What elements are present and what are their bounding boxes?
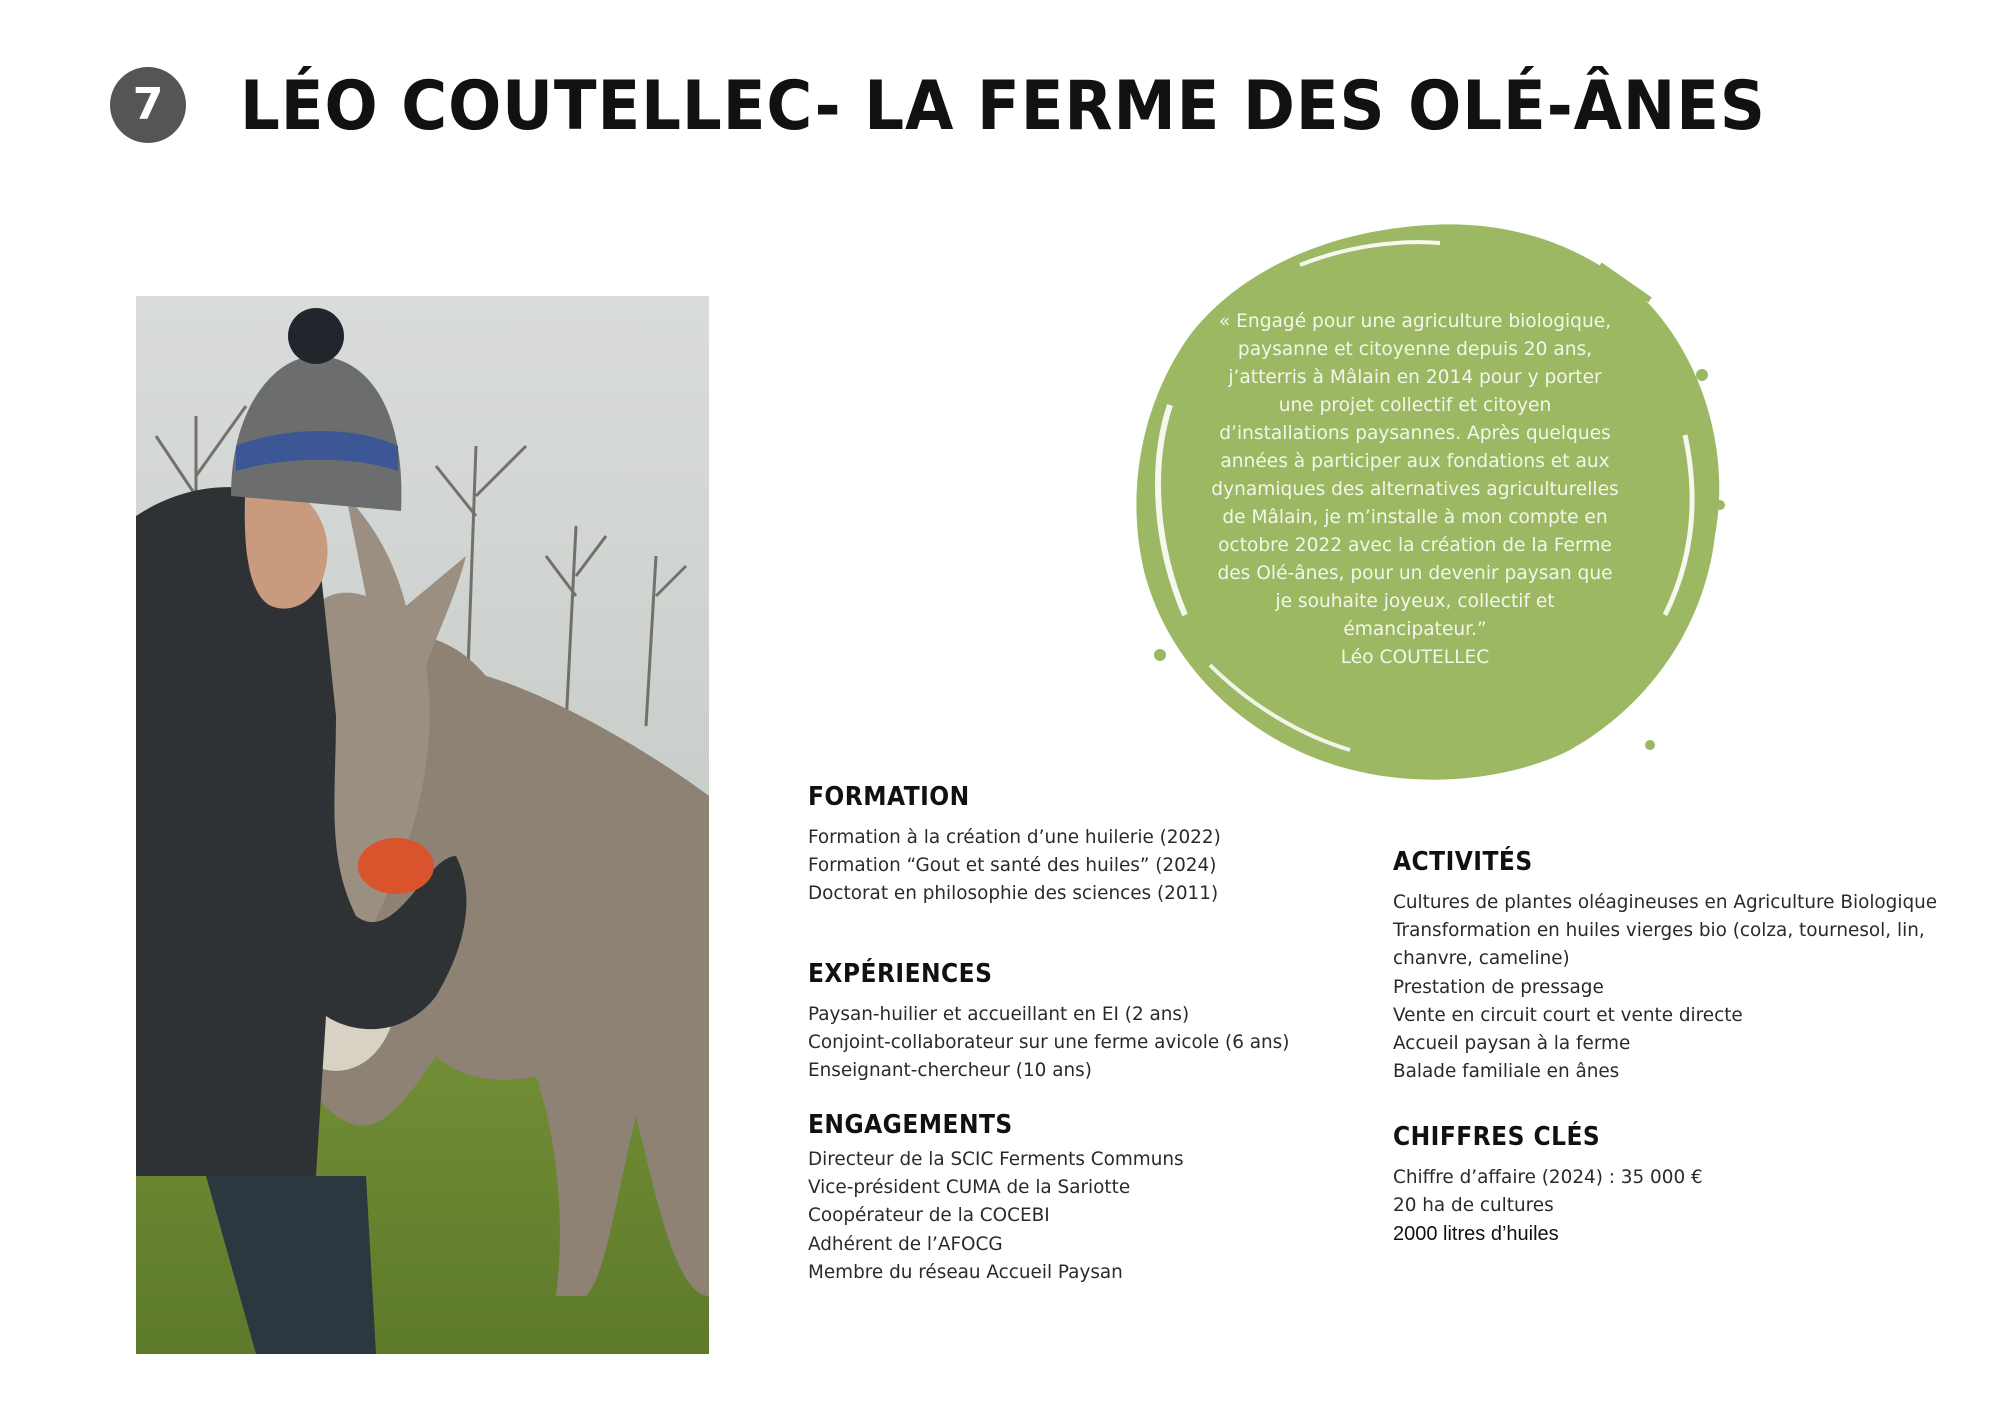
list-item: Accueil paysan à la ferme	[1393, 1033, 1631, 1055]
testimonial-quote	[1200, 308, 1630, 672]
list-item: Directeur de la SCIC Ferments Communs	[808, 1149, 1184, 1170]
quote-line: paysanne et citoyenne depuis 20 ans,	[1237, 339, 1593, 360]
list-item: Vice-président CUMA de la Sariotte	[808, 1177, 1131, 1199]
section-heading: ACTIVITÉS	[1393, 847, 1533, 877]
list-item: Transformation en huiles vierges bio (colza, tournesol, lin,	[1393, 920, 1925, 942]
quote-line: dynamiques des alternatives agriculturelles	[1211, 479, 1619, 500]
list-item: Doctorat en philosophie des sciences (2011)	[808, 883, 1219, 905]
list-item: Cultures de plantes oléagineuses en Agriculture Biologique	[1393, 892, 1938, 913]
formation-list	[808, 824, 1328, 909]
list-item: chanvre, cameline)	[1393, 948, 1570, 970]
chiffres-list	[1393, 1164, 1913, 1249]
activites-list	[1393, 889, 1953, 1086]
list-item: Chiffre d’affaire (2024) : 35 000 €	[1393, 1167, 1703, 1188]
list-item: Balade familiale en ânes	[1393, 1061, 1620, 1083]
list-item: Coopérateur de la COCEBI	[808, 1205, 1050, 1227]
quote-line: « Engagé pour une agriculture biologique,	[1218, 311, 1612, 332]
list-item: Vente en circuit court et vente directe	[1393, 1004, 1743, 1026]
quote-line: années à participer aux fondations et aux	[1220, 451, 1610, 472]
list-item: Formation “Gout et santé des huiles” (2024)	[808, 855, 1217, 877]
list-item: Enseignant-chercheur (10 ans)	[808, 1060, 1092, 1082]
quote-line: je souhaite joyeux, collectif et	[1275, 591, 1555, 612]
photo-illustration	[136, 296, 709, 1354]
quote-line: des Olé-ânes, pour un devenir paysan que	[1217, 563, 1613, 584]
quote-line: émancipateur.”	[1343, 619, 1487, 640]
list-item: Adhérent de l’AFOCG	[808, 1233, 1003, 1255]
engagements-section	[808, 1108, 1328, 1287]
list-item: Conjoint-collaborateur sur une ferme avicole (6 ans)	[808, 1032, 1290, 1054]
quote-line: octobre 2022 avec la création de la Ferme	[1218, 535, 1612, 556]
quote-line: j’atterris à Mâlain en 2014 pour y porter	[1228, 367, 1602, 388]
page-title: LÉO COUTELLEC- LA FERME DES OLÉ-ÂNES	[240, 67, 1766, 146]
experiences-section	[808, 957, 1348, 1086]
farmer-donkey-photo	[136, 296, 709, 1354]
number-badge: 7	[110, 67, 186, 143]
list-item: 2000 litres d’huiles	[1393, 1223, 1559, 1246]
list-item: 20 ha de cultures	[1393, 1195, 1554, 1217]
engagements-list	[808, 1146, 1328, 1287]
section-heading: FORMATION	[808, 782, 970, 812]
quote-line: d’installations paysannes. Après quelques	[1219, 423, 1611, 444]
section-heading: CHIFFRES CLÉS	[1393, 1122, 1601, 1152]
quote-line: de Mâlain, je m’installe à mon compte en	[1222, 507, 1608, 528]
chiffres-cles-section	[1393, 1120, 1913, 1249]
quote-author: Léo COUTELLEC	[1340, 647, 1490, 668]
list-item: Prestation de pressage	[1393, 976, 1604, 998]
quote-line: une projet collectif et citoyen	[1278, 395, 1552, 416]
activites-section	[1393, 845, 1953, 1086]
section-heading: EXPÉRIENCES	[808, 959, 993, 989]
list-item: Paysan-huilier et accueillant en EI (2 ans)	[808, 1004, 1190, 1025]
list-item: Formation à la création d’une huilerie (2022)	[808, 827, 1221, 848]
experiences-list	[808, 1001, 1348, 1086]
section-heading: ENGAGEMENTS	[808, 1110, 1013, 1140]
formation-section	[808, 780, 1328, 909]
list-item: Membre du réseau Accueil Paysan	[808, 1261, 1123, 1283]
